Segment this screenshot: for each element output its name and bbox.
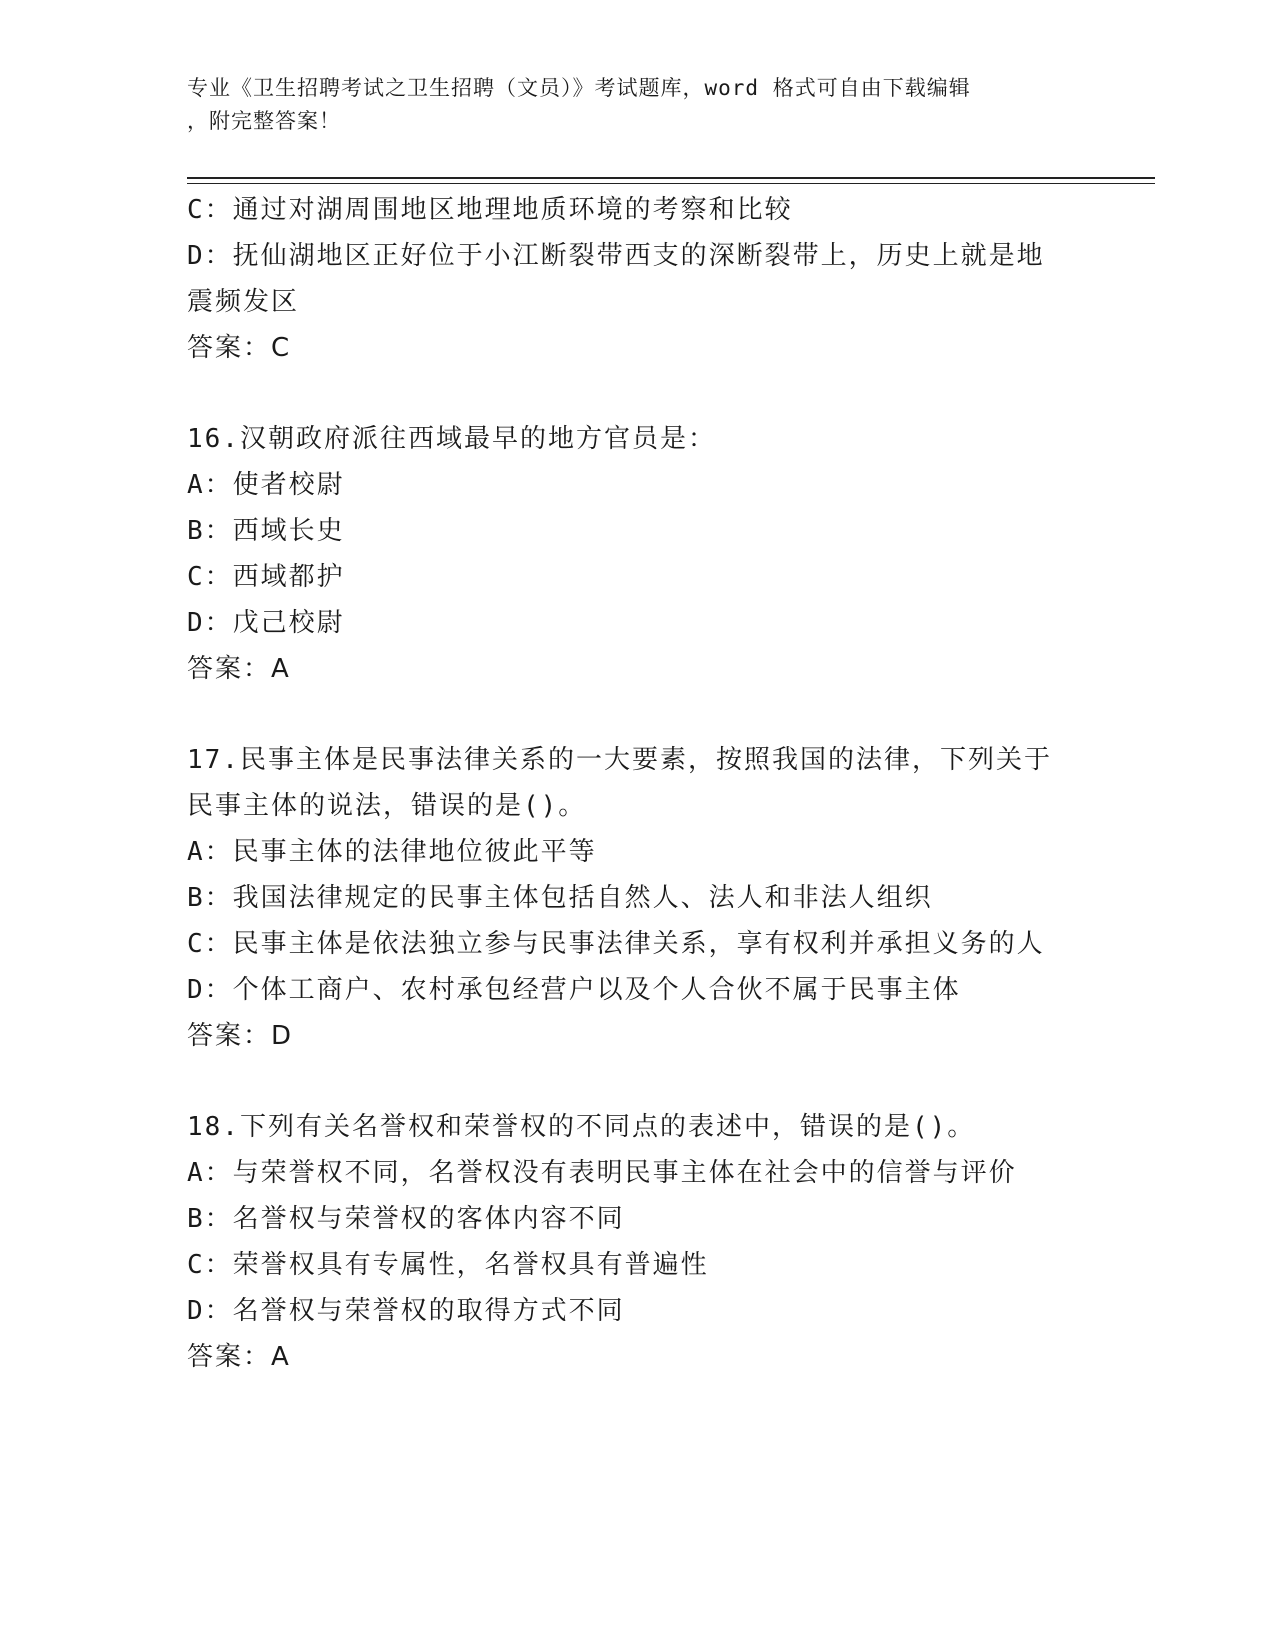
spacer [187,371,1087,416]
q17-answer: 答案：D [187,1021,294,1051]
header-line-1: 专业《卫生招聘考试之卫生招聘（文员）》考试题库，word 格式可自由下载编辑 [187,76,971,100]
q18-option-c: C：荣誉权具有专属性，名誉权具有普遍性 [187,1250,709,1280]
q16-answer: 答案：A [187,654,291,684]
q17-stem-line-2: 民事主体的说法，错误的是()。 [187,791,587,821]
spacer [187,1059,1087,1104]
header-divider-thick [187,177,1155,179]
q15-option-c: C：通过对湖周围地区地理地质环境的考察和比较 [187,195,793,225]
question-18 [187,1104,1087,1380]
document-header [187,72,1067,138]
spacer [187,692,1087,737]
q17-option-a: A：民事主体的法律地位彼此平等 [187,837,597,867]
question-16 [187,416,1087,692]
q16-option-d: D：戊己校尉 [187,608,345,638]
q18-stem: 18.下列有关名誉权和荣誉权的不同点的表述中，错误的是()。 [187,1112,976,1142]
q15-option-d-line-2: 震频发区 [187,287,300,317]
question-body [187,187,1087,1380]
q16-option-b: B：西域长史 [187,516,345,546]
q17-option-b: B：我国法律规定的民事主体包括自然人、法人和非法人组织 [187,883,933,913]
q17-option-c: C：民事主体是依法独立参与民事法律关系，享有权利并承担义务的人 [187,929,1045,959]
q16-option-a: A：使者校尉 [187,470,345,500]
q15-answer: 答案：C [187,333,292,363]
question-17 [187,737,1087,1059]
q18-answer: 答案：A [187,1342,291,1372]
q18-option-b: B：名誉权与荣誉权的客体内容不同 [187,1204,625,1234]
q17-stem-line-1: 17.民事主体是民事法律关系的一大要素，按照我国的法律，下列关于 [187,745,1052,775]
q16-option-c: C：西域都护 [187,562,345,592]
q15-option-d-line-1: D：抚仙湖地区正好位于小江断裂带西支的深断裂带上，历史上就是地 [187,241,1045,271]
q18-option-d: D：名誉权与荣誉权的取得方式不同 [187,1296,625,1326]
q17-option-d: D：个体工商户、农村承包经营户以及个人合伙不属于民事主体 [187,975,961,1005]
q16-stem: 16.汉朝政府派往西域最早的地方官员是： [187,424,716,454]
question-15-continued [187,187,1087,371]
q18-option-a: A：与荣誉权不同，名誉权没有表明民事主体在社会中的信誉与评价 [187,1158,1017,1188]
header-divider-thin [187,183,1155,184]
header-line-2: ，附完整答案！ [187,109,341,133]
